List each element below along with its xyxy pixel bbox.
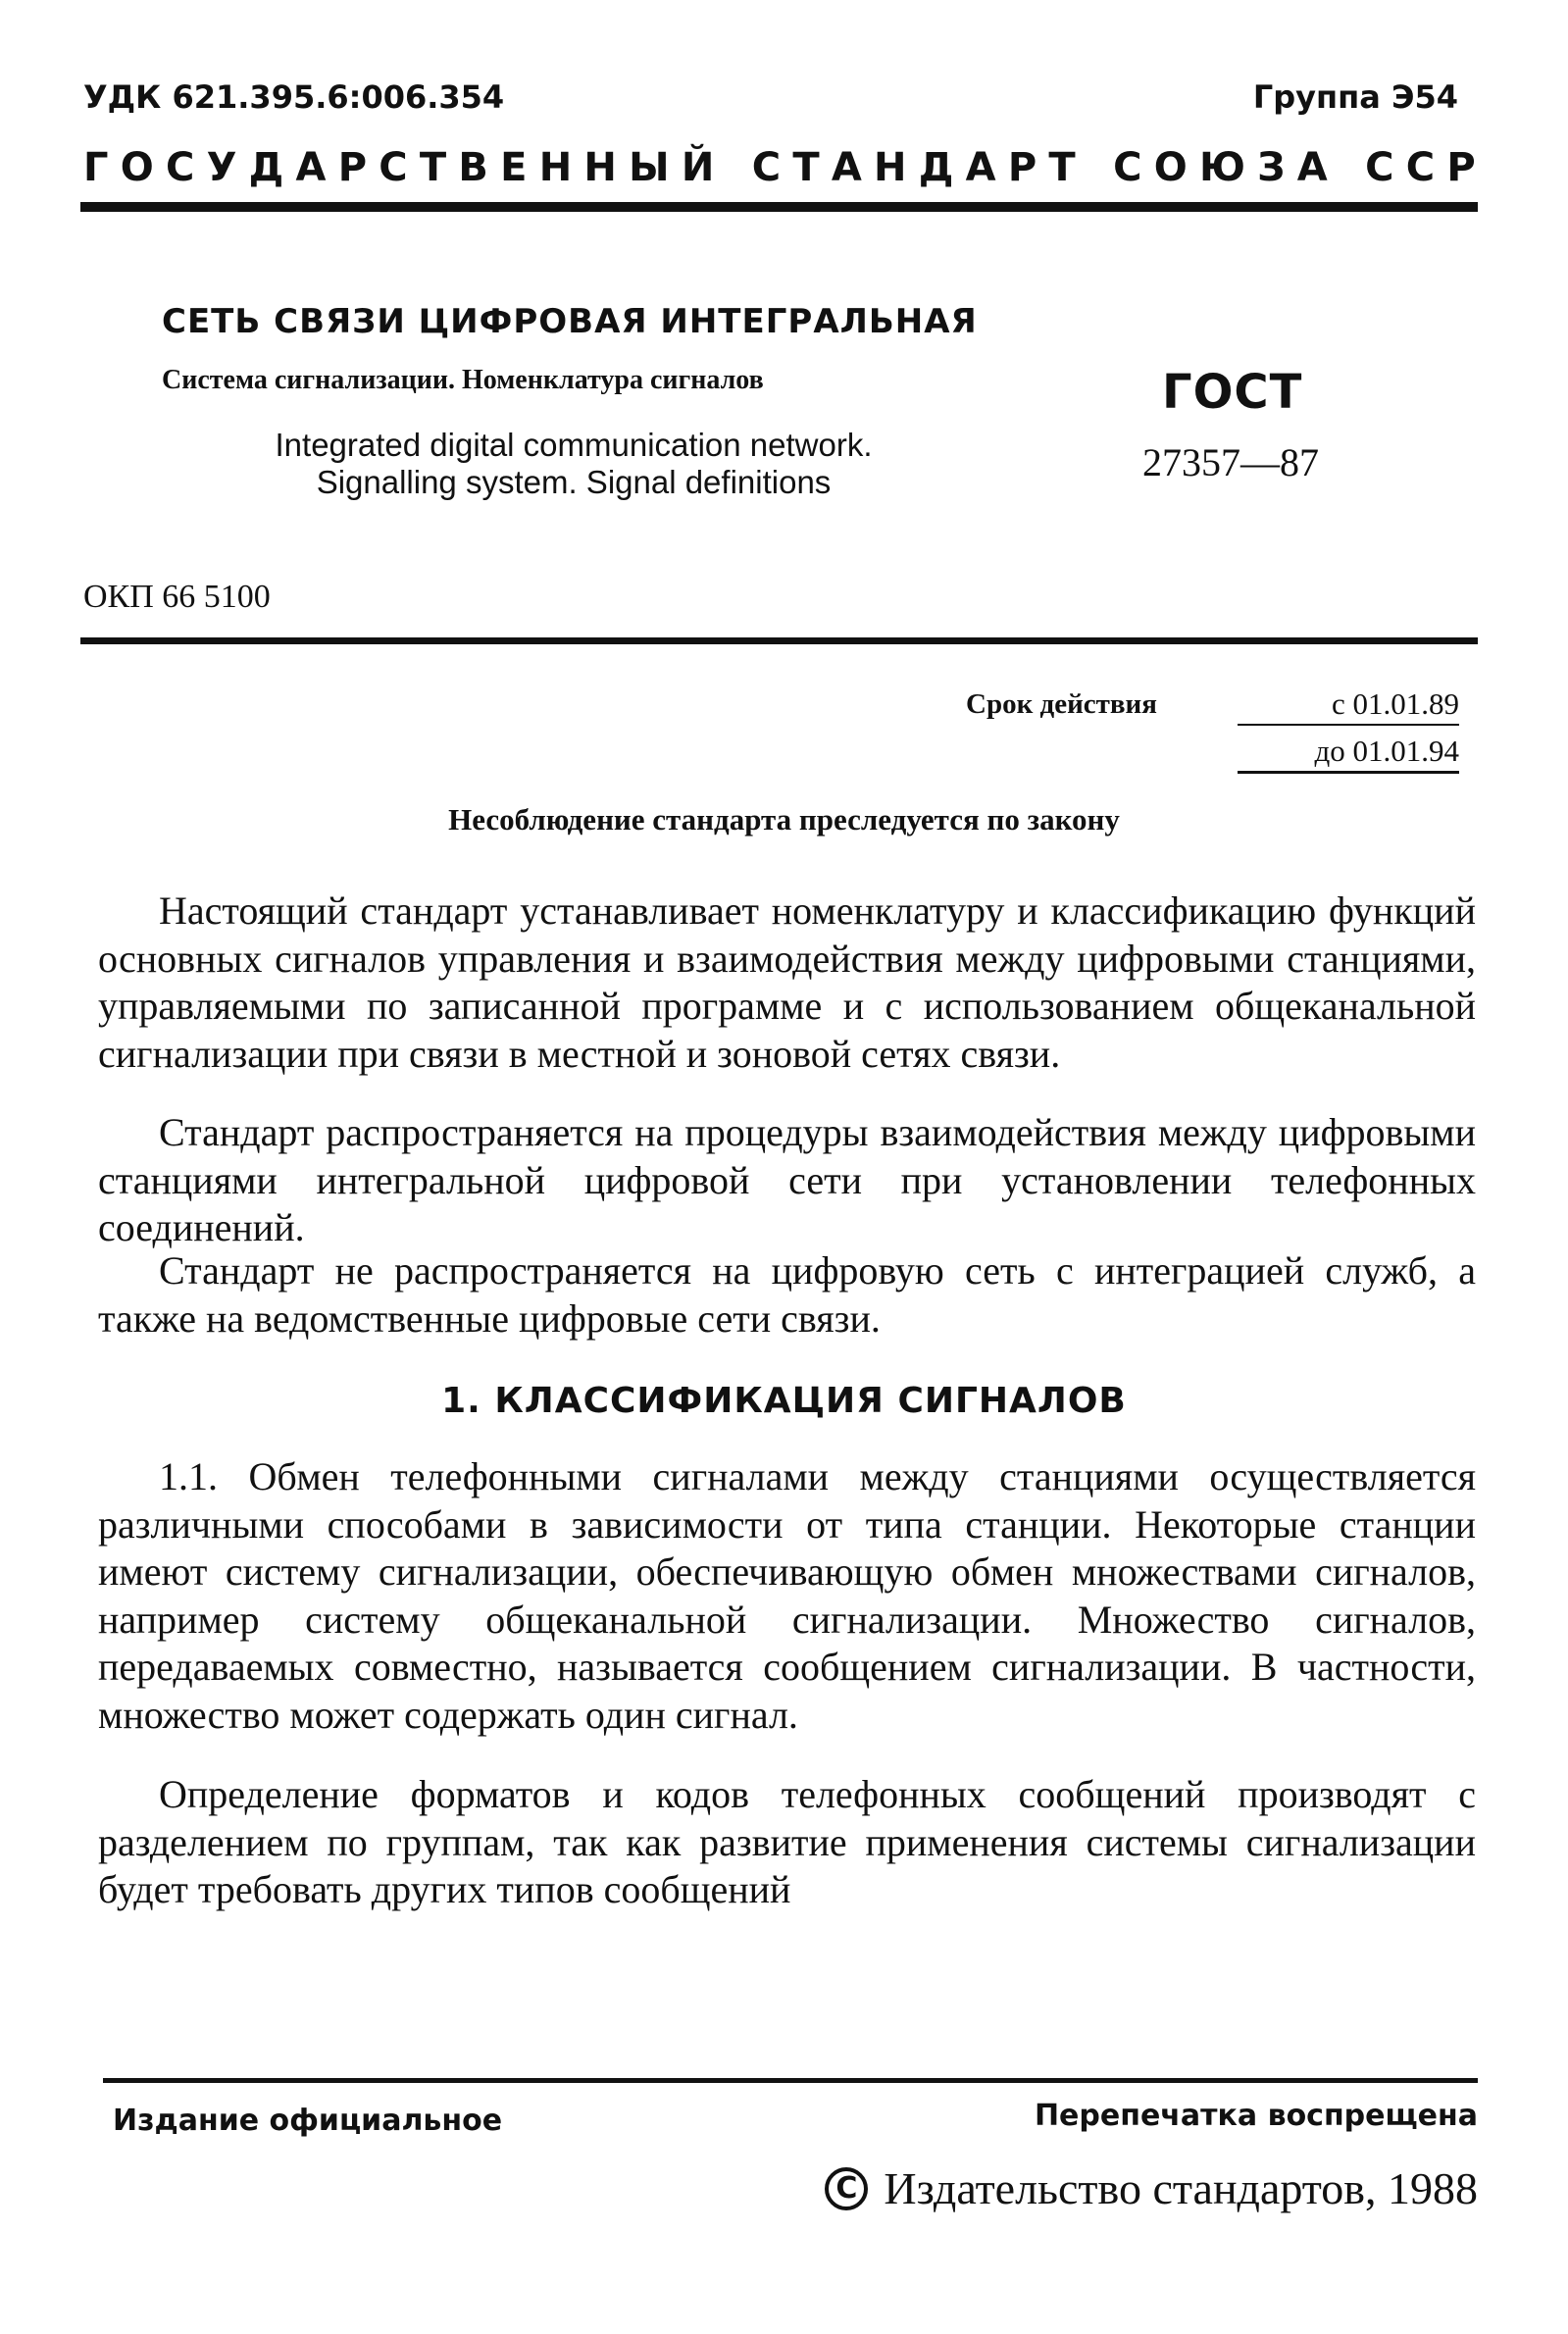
heading-space: [727, 145, 740, 190]
heading-letter: Е: [500, 145, 528, 190]
validity-rule: [1238, 724, 1459, 726]
no-reprint-label: Перепечатка воспрещена: [1034, 2099, 1478, 2133]
validity-label: Срок действия: [966, 688, 1157, 720]
heading-letter: Д: [918, 145, 954, 190]
heading-letter: Т: [792, 145, 820, 190]
intro-paragraph: Настоящий стандарт устанавливает номенклатуру и классификацию функций основных сигналов управления и взаимодействия между цифровыми станциями, управляемыми по записанной программе и с использованием общеканальной сигнализации при связи в местной и зоновой сетях связи.: [98, 888, 1476, 1076]
valid-from-date: с 01.01.89: [1331, 686, 1459, 721]
heading-letter: Н: [538, 145, 573, 190]
heading-letter: Й: [681, 145, 715, 190]
english-title-line-2: Signalling system. Signal definitions: [316, 464, 832, 500]
state-standard-heading: [83, 145, 1476, 190]
heading-letter: Р: [337, 145, 368, 190]
body-paragraph: Определение форматов и кодов телефонных сообщений производят с разделением по группам, так как развитие применения системы сигнализации будет требовать других типов сообщений: [98, 1772, 1476, 1911]
okp-rule: [80, 637, 1478, 644]
english-title: [201, 427, 946, 501]
heading-letter: Р: [1446, 145, 1476, 190]
heading-letter: А: [295, 145, 327, 190]
heading-letter: С: [751, 145, 782, 190]
heading-letter: С: [1365, 145, 1394, 190]
copyright-icon: C: [825, 2167, 868, 2210]
section-heading: 1. КЛАССИФИКАЦИЯ СИГНАЛОВ: [441, 1381, 1127, 1421]
heading-letter: Т: [419, 145, 447, 190]
heading-space: [1340, 145, 1353, 190]
law-notice: Несоблюдение стандарта преследуется по закону: [448, 802, 1120, 837]
heading-letter: Ю: [1198, 145, 1245, 190]
heading-letter: С: [1113, 145, 1142, 190]
heading-letter: З: [1257, 145, 1286, 190]
heading-letter: С: [165, 145, 195, 190]
english-title-line-1: Integrated digital communication network.: [275, 427, 873, 463]
group-code: Группа Э54: [1252, 78, 1458, 116]
heading-letter: А: [965, 145, 996, 190]
heading-letter: Г: [83, 145, 109, 190]
heading-letter: Н: [583, 145, 617, 190]
okp-code: ОКП 66 5100: [83, 579, 271, 615]
heading-letter: О: [120, 145, 154, 190]
heading-letter: О: [1153, 145, 1188, 190]
heading-letter: Т: [1048, 145, 1076, 190]
valid-to-date: до 01.01.94: [1314, 734, 1459, 768]
footer-rule: [103, 2078, 1478, 2083]
heading-letter: Р: [1007, 145, 1037, 190]
document-title: СЕТЬ СВЯЗИ ЦИФРОВАЯ ИНТЕГРАЛЬНАЯ: [162, 302, 978, 341]
heading-letter: С: [1405, 145, 1436, 190]
official-edition-label: Издание официальное: [113, 2104, 503, 2138]
publisher: Издательство стандартов, 1988: [884, 2163, 1478, 2213]
gost-label: ГОСТ: [1162, 365, 1303, 420]
heading-letter: Д: [248, 145, 284, 190]
header-rule-thick: [80, 202, 1478, 212]
heading-space: [1087, 145, 1101, 190]
heading-letter: С: [379, 145, 408, 190]
validity-rule-bottom: [1238, 771, 1459, 774]
heading-letter: А: [831, 145, 862, 190]
gost-number: 27357—87: [1142, 440, 1319, 484]
heading-letter: У: [206, 145, 237, 190]
document-subtitle: Система сигнализации. Номенклатура сигналов: [162, 365, 764, 395]
udk-code: УДК 621.395.6:006.354: [83, 78, 505, 116]
copyright-line: [825, 2162, 1478, 2214]
heading-letter: В: [458, 145, 488, 190]
intro-paragraph: Стандарт распространяется на процедуры взаимодействия между цифровыми станциями интегральной цифровой сети при установлении телефонных соединений.: [98, 1110, 1476, 1249]
body-paragraph: 1.1. Обмен телефонными сигналами между станциями осуществляется различными способами в зависимости от типа станции. Некоторые станции имеют систему сигнализации, обеспечивающую обмен множествами сигналов, например систему общеканальной сигнализации. Множество сигналов, передаваемых совместно, называется сообщением сигнализации. В частности, множество может содержать один сигнал.: [98, 1454, 1476, 1737]
heading-letter: Н: [874, 145, 907, 190]
intro-paragraph: Стандарт не распространяется на цифровую сеть с интеграцией служб, а также на ведомственные цифровые сети связи.: [98, 1248, 1476, 1341]
heading-letter: А: [1296, 145, 1328, 190]
heading-letter: Ы: [629, 145, 670, 190]
